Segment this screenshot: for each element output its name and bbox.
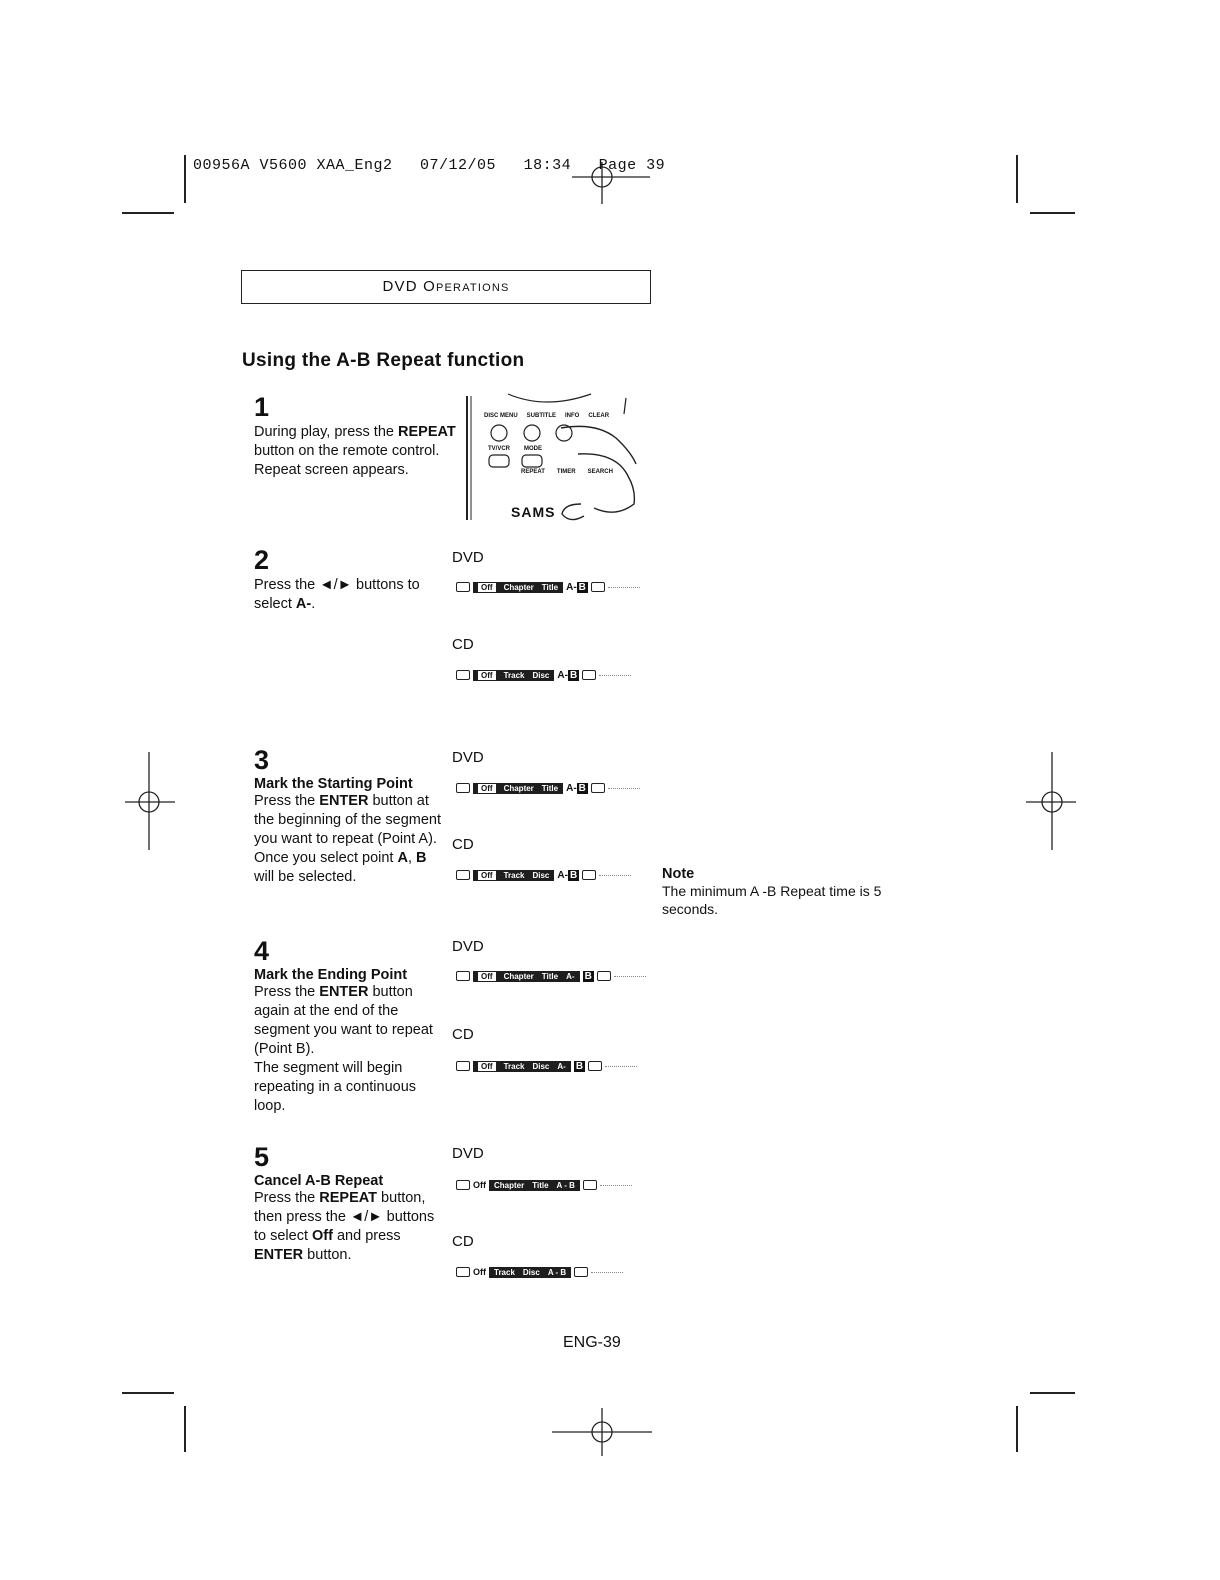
osd-a: A- xyxy=(557,669,568,681)
return-icon xyxy=(583,1180,597,1190)
osd-dvd-cancel xyxy=(456,1179,632,1191)
step-1 xyxy=(254,392,464,480)
print-slug xyxy=(193,157,683,174)
osd-a: A- xyxy=(557,869,568,881)
osd-off: Off xyxy=(478,972,496,981)
crop-mark xyxy=(1030,212,1075,214)
remote-label: INFO xyxy=(565,413,580,419)
return-icon xyxy=(591,783,605,793)
osd-bar xyxy=(489,1180,580,1191)
emphasis: A- xyxy=(295,596,312,612)
osd-disc: Disc xyxy=(532,670,550,680)
cd-label: CD xyxy=(452,636,474,653)
osd-cd-select-a xyxy=(456,669,631,681)
osd-off: Off xyxy=(478,1062,496,1071)
remote-label: CLEAR xyxy=(588,413,610,419)
return-icon xyxy=(597,971,611,981)
remote-label: SUBTITLE xyxy=(526,413,557,419)
crop-mark xyxy=(1016,155,1018,203)
emphasis: ENTER xyxy=(254,1247,304,1263)
dvd-label: DVD xyxy=(452,938,484,955)
osd-title: Title xyxy=(532,1180,549,1190)
step-line: again at the end of the xyxy=(254,1003,399,1019)
step-2 xyxy=(254,545,454,614)
step-number: 5 xyxy=(254,1142,270,1172)
osd-chapter: Chapter xyxy=(494,1180,525,1190)
step-line: Press the REPEAT button, xyxy=(254,1190,426,1206)
osd-dvd-select-a xyxy=(456,581,640,593)
step-3 xyxy=(254,745,454,887)
step-number: 3 xyxy=(254,745,270,775)
crop-mark xyxy=(1016,1406,1018,1452)
registration-mark-icon xyxy=(552,1408,652,1458)
step-line: repeating in a continuous xyxy=(254,1079,417,1095)
step-line: ENTER button. xyxy=(254,1247,352,1263)
osd-disc: Disc xyxy=(522,1267,540,1277)
remote-bottom-labels xyxy=(521,469,613,475)
remote-illustration xyxy=(466,392,646,522)
osd-track: Track xyxy=(503,1061,525,1071)
step-body xyxy=(254,576,454,614)
step-line: button on the remote control. xyxy=(254,443,440,459)
section-label xyxy=(242,278,650,295)
osd-cd-cancel xyxy=(456,1266,623,1278)
osd-b: B xyxy=(569,669,578,681)
remote-brand: SAMS xyxy=(511,504,556,520)
osd-tail xyxy=(605,1066,637,1070)
step-line: Press the ENTER button at xyxy=(254,793,429,809)
step-line: Press the ◄/► buttons to xyxy=(254,577,420,593)
return-icon xyxy=(591,582,605,592)
slug-page: Page 39 xyxy=(598,157,666,174)
osd-b: B xyxy=(569,869,578,881)
registration-mark-icon xyxy=(125,752,175,852)
note-title: Note xyxy=(662,866,695,882)
step-line: (Point B). xyxy=(254,1041,315,1057)
step-line: select A-. xyxy=(254,596,316,612)
emphasis: B xyxy=(416,850,427,866)
step-title: Mark the Starting Point xyxy=(254,776,413,792)
osd-bar xyxy=(489,1267,571,1278)
registration-mark-icon xyxy=(1026,752,1076,852)
return-icon xyxy=(582,670,596,680)
crop-mark xyxy=(122,1392,174,1394)
emphasis: ENTER xyxy=(319,793,369,809)
cd-label: CD xyxy=(452,836,474,853)
emphasis: REPEAT xyxy=(319,1190,378,1206)
return-icon xyxy=(574,1267,588,1277)
slug-time: 18:34 xyxy=(523,157,572,174)
osd-off: Off xyxy=(478,671,496,680)
slug-date: 07/12/05 xyxy=(420,157,497,174)
return-icon xyxy=(588,1061,602,1071)
repeat-icon xyxy=(456,1061,470,1071)
return-icon xyxy=(582,870,596,880)
emphasis: ENTER xyxy=(319,984,369,1000)
step-line: During play, press the REPEAT xyxy=(254,424,456,440)
step-line: will be selected. xyxy=(254,869,357,885)
dvd-label: DVD xyxy=(452,549,484,566)
remote-label: TIMER xyxy=(556,469,576,475)
osd-cd-point-a xyxy=(456,869,631,881)
crop-mark xyxy=(122,212,174,214)
dvd-label: DVD xyxy=(452,1145,484,1162)
note-line: seconds. xyxy=(662,901,719,917)
repeat-icon xyxy=(456,670,470,680)
section-label-first: DVD xyxy=(382,278,418,295)
dvd-label: DVD xyxy=(452,749,484,766)
osd-disc: Disc xyxy=(532,870,550,880)
osd-tail xyxy=(591,1272,623,1276)
osd-title: Title xyxy=(541,783,559,793)
osd-dvd-point-a xyxy=(456,782,640,794)
step-4 xyxy=(254,936,454,1116)
osd-bar xyxy=(473,670,554,681)
step-line: Once you select point A, B xyxy=(254,850,427,866)
osd-track: Track xyxy=(503,670,525,680)
osd-title: Title xyxy=(541,582,559,592)
osd-ab xyxy=(566,783,588,794)
remote-label: TV/VCR xyxy=(488,446,511,452)
step-body xyxy=(254,1189,454,1265)
step-5 xyxy=(254,1142,454,1265)
remote-label: MODE xyxy=(524,446,543,452)
osd-ab xyxy=(574,1061,585,1072)
step-number: 1 xyxy=(254,392,270,422)
osd-disc: Disc xyxy=(532,1061,550,1071)
osd-bar xyxy=(473,783,563,794)
step-line: Press the ENTER button xyxy=(254,984,413,1000)
osd-tail xyxy=(614,976,646,980)
note xyxy=(662,866,902,918)
slug-file: 00956A V5600 XAA_Eng2 xyxy=(193,157,393,174)
repeat-icon xyxy=(456,783,470,793)
osd-off-plain: Off xyxy=(473,1267,486,1277)
step-body xyxy=(254,423,464,480)
step-number: 2 xyxy=(254,545,270,575)
osd-tail xyxy=(600,1185,632,1189)
step-body xyxy=(254,792,454,887)
note-line: The minimum A -B Repeat time is 5 xyxy=(662,883,882,899)
cd-label: CD xyxy=(452,1026,474,1043)
osd-a: A- xyxy=(557,1061,566,1071)
osd-ab xyxy=(583,971,594,982)
note-body xyxy=(662,882,902,918)
emphasis: Off xyxy=(312,1228,333,1244)
osd-cd-point-b xyxy=(456,1060,637,1072)
osd-tail xyxy=(599,875,631,879)
osd-title: Title xyxy=(541,971,559,981)
remote-label: REPEAT xyxy=(521,469,545,475)
osd-ab-range: A - B xyxy=(547,1267,567,1277)
osd-track: Track xyxy=(494,1267,515,1277)
step-title: Cancel A-B Repeat xyxy=(254,1173,384,1189)
emphasis: REPEAT xyxy=(398,424,456,440)
remote-mid-labels xyxy=(488,446,542,452)
remote-drawing xyxy=(466,392,646,522)
step-line: then press the ◄/► buttons xyxy=(254,1209,435,1225)
osd-bar xyxy=(473,582,563,593)
osd-ab xyxy=(557,670,579,681)
osd-ab xyxy=(557,870,579,881)
osd-a: A- xyxy=(566,782,577,794)
osd-b: B xyxy=(578,581,586,593)
osd-off-plain: Off xyxy=(473,1180,486,1190)
osd-ab xyxy=(566,582,588,593)
osd-tail xyxy=(599,675,631,679)
osd-bar xyxy=(473,870,554,881)
repeat-icon xyxy=(456,1267,470,1277)
crop-mark xyxy=(184,1406,186,1452)
step-number: 4 xyxy=(254,936,270,966)
repeat-icon xyxy=(456,870,470,880)
osd-a: A- xyxy=(566,971,575,981)
page-title: Using the A-B Repeat function xyxy=(242,350,525,371)
osd-chapter: Chapter xyxy=(503,783,534,793)
crop-mark xyxy=(184,155,186,203)
osd-b: B xyxy=(584,970,592,982)
section-header xyxy=(241,270,651,304)
section-label-rest: Operations xyxy=(423,278,510,295)
osd-off: Off xyxy=(478,871,496,880)
page-number: ENG-39 xyxy=(563,1334,621,1351)
osd-b: B xyxy=(578,782,586,794)
osd-bar xyxy=(473,971,580,982)
osd-track: Track xyxy=(503,870,525,880)
step-line: loop. xyxy=(254,1098,286,1114)
step-line: Repeat screen appears. xyxy=(254,462,409,478)
step-line: The segment will begin xyxy=(254,1060,403,1076)
osd-bar xyxy=(473,1061,571,1072)
repeat-icon xyxy=(456,582,470,592)
osd-tail xyxy=(608,587,640,591)
step-line: segment you want to repeat xyxy=(254,1022,433,1038)
repeat-icon xyxy=(456,971,470,981)
osd-b: B xyxy=(575,1060,584,1072)
osd-a: A- xyxy=(566,581,577,593)
osd-off: Off xyxy=(478,784,496,793)
step-line: to select Off and press xyxy=(254,1228,401,1244)
emphasis: A xyxy=(397,850,408,866)
step-line: you want to repeat (Point A). xyxy=(254,831,437,847)
osd-ab-range: A - B xyxy=(556,1180,575,1190)
osd-chapter: Chapter xyxy=(503,971,534,981)
osd-dvd-point-b xyxy=(456,970,646,982)
step-title: Mark the Ending Point xyxy=(254,967,408,983)
osd-chapter: Chapter xyxy=(503,582,534,592)
step-line: the beginning of the segment xyxy=(254,812,442,828)
remote-label: DISC MENU xyxy=(484,413,518,419)
remote-top-labels xyxy=(484,413,609,419)
crop-mark xyxy=(1030,1392,1075,1394)
osd-tail xyxy=(608,788,640,792)
repeat-icon xyxy=(456,1180,470,1190)
step-body xyxy=(254,983,454,1116)
cd-label: CD xyxy=(452,1233,474,1250)
remote-label: SEARCH xyxy=(587,469,613,475)
osd-off: Off xyxy=(478,583,496,592)
